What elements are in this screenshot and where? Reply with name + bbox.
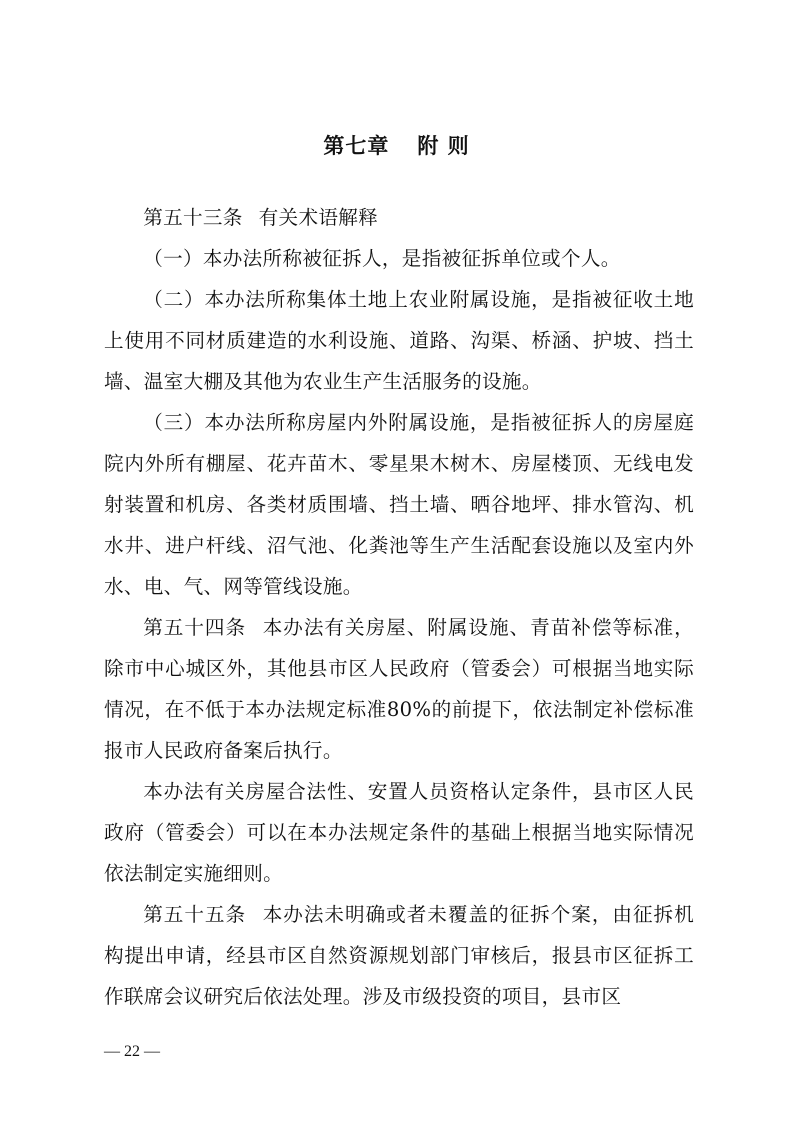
article-number: 第五十三条 [143,206,243,229]
article-53-item-1: （一）本办法所称被征拆人，是指被征拆单位或个人。 [143,247,621,270]
article-number: 第五十五条 [143,903,247,926]
article-54-paragraph-2: 本办法有关房屋合法性、安置人员资格认定条件，县市区人民政府（管委会）可以在本办法规定条件的基础上根据当地实际情况依法制定实施细则。 [104,780,694,885]
chapter-name: 附 则 [417,134,470,158]
article-number: 第五十四条 [143,616,247,639]
article-53-heading [104,197,694,238]
article-55 [104,894,694,1017]
page-number: — 22 — [104,1043,160,1060]
chapter-heading [0,128,793,164]
document-body [104,197,694,1017]
article-text: 本办法未明确或者未覆盖的征拆个案，由征拆机构提出申请，经县市区自然资源规划部门审核后，报县市区征拆工作联席会议研究后依法处理。涉及市级投资的项目，县市区 [104,903,694,1008]
article-text: 本办法有关房屋、附属设施、青苗补偿等标准，除市中心城区外，其他县市区人民政府（管委会）可根据当地实际情况，在不低于本办法规定标准80%的前提下，依法制定补偿标准报市人民政府备案后执行。 [104,616,694,762]
article-title: 有关术语解释 [258,206,379,229]
article-53-item-2: （二）本办法所称集体土地上农业附属设施，是指被征收土地上使用不同材质建造的水利设施、道路、沟渠、桥涵、护坡、挡土墙、温室大棚及其他为农业生产生活服务的设施。 [104,288,694,393]
article-54 [104,607,694,771]
article-53-item-3: （三）本办法所称房屋内外附属设施，是指被征拆人的房屋庭院内外所有棚屋、花卉苗木、零星果木树木、房屋楼顶、无线电发射装置和机房、各类材质围墙、挡土墙、晒谷地坪、排水管沟、机水井、进户杆线、沼气池、化粪池等生产生活配套设施以及室内外水、电、气、网等管线设施。 [104,411,694,598]
chapter-number: 第七章 [323,134,390,158]
